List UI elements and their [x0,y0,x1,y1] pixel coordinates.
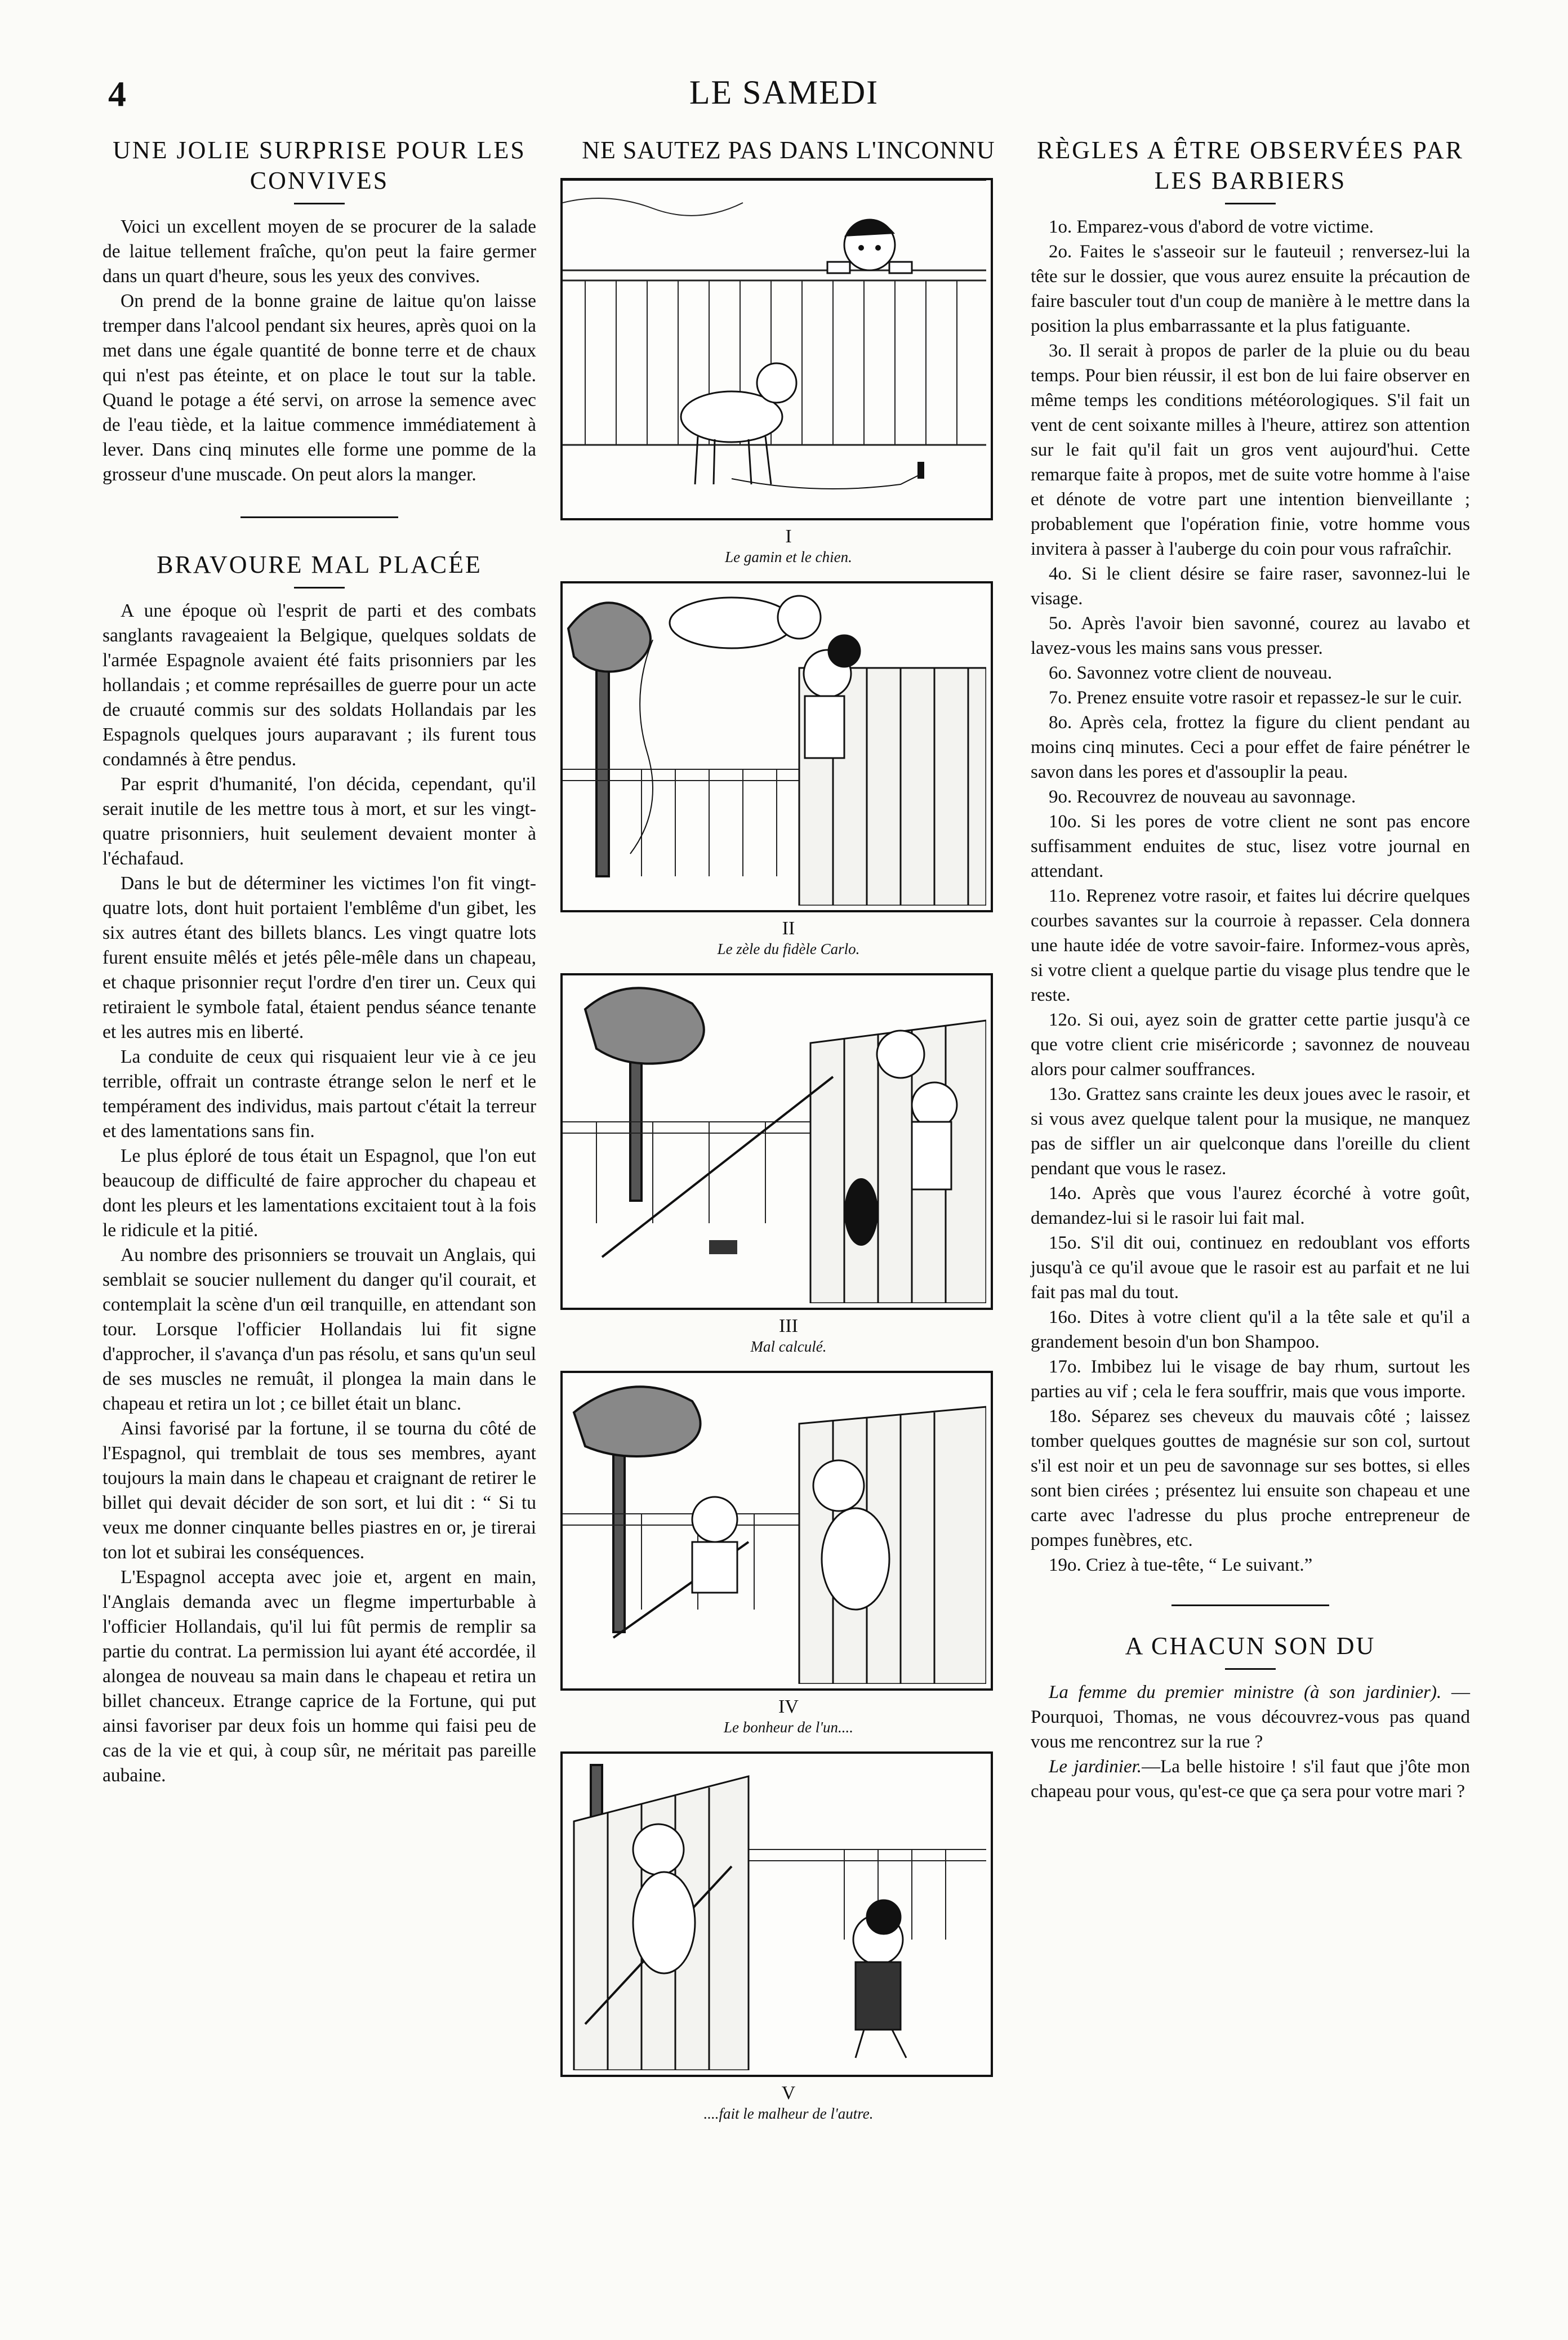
comic-title: NE SAUTEZ PAS DANS L'INCONNU [582,136,995,164]
paragraph: Voici un excellent moyen de se procurer de la salade de laitue tellement fraîche, qu'on peut la faire germer dans un quart d'heure, sous les yeux des convives. [103,216,536,287]
dog-jumping-icon [670,596,821,648]
paragraph: Ainsi favorisé par la fortune, il se tourna du côté de l'Espagnol, qui tremblait de tous ses membres, ayant toujours la main dans le chapeau et craignant de retirer le billet qui devait décider de son sort, et lui dit : “ Si tu veux me donner cinquante belles piastres en or, je tirerai ton lot et subirai les conséquences. [103,1418,536,1563]
rule-item: 15o. S'il dit oui, continuez en redoublant vos efforts jusqu'à ce qu'il avoue que le rasoir est au parfait et ne lui fait pas mal du tout. [1031,1233,1470,1303]
article-title-chacun: A CHACUN SON DU [1125,1632,1376,1660]
rule-item: 12o. Si oui, ayez soin de gratter cette partie jusqu'à ce que votre client crie miséricorde ; savonnez de nouveau alors pour calmer souffrances. [1031,1010,1470,1080]
rule-item: 3o. Il serait à propos de parler de la pluie ou du beau temps. Pour bien réussir, il est bon de lui faire observer en même temps les conditions météorologiques. S'il fait un vent de cent soixante milles à l'heure, attirez son attention sur le fait qu'il fait un gros vent aujourd'hui. Cette remarque faite à propos, met de suite votre homme à l'aise et dénote de votre part une intention bienveillante ; probablement que l'opération finie, votre homme vous invitera à passer à l'auberge du coin pour vous rafraîchir. [1031,341,1470,559]
paragraph: Le plus éploré de tous était un Espagnol, que l'on eut beaucoup de difficulté de faire approcher du chapeau et dont les pleurs et les lamentations excitaient tout à la fois le ridicule et la pitié. [103,1146,536,1241]
divider [294,203,345,204]
rule-item: 17o. Imbibez lui le visage de bay rhum, surtout les parties au vif ; cela le fera souffrir, mais que vous importe. [1031,1357,1470,1402]
rule-item: 13o. Grattez sans crainte les deux joues avec le rasoir, et si vous avez quelque talent pour la musique, ne manquez pas de siffler un air quelconque dans l'oreille du client pendant que vous le rasez. [1031,1084,1470,1179]
dog-small-icon [844,1178,878,1246]
boy-laughing-icon [853,1900,906,2058]
comic-panel-5 [560,1751,993,2077]
divider [1225,1668,1276,1670]
panel-2-caption: Le zèle du fidèle Carlo. [717,941,860,957]
rule-item: 7o. Prenez ensuite votre rasoir et repassez-le sur le cuir. [1049,688,1462,708]
page-number: 4 [108,74,126,114]
panel-1-caption: Le gamin et le chien. [725,549,852,565]
dialog-line-2 [1031,1754,1470,1804]
dialog-block [1031,1680,1470,1804]
speech-wife: — Pourquoi, Thomas, ne vous découvrez-vous pas quand vous me rencontrez sur la rue ? [1031,1682,1471,1752]
boy-head-icon [827,219,912,273]
rule-item: 10o. Si les pores de votre client ne sont pas encore suffisamment enduites de stuc, lisez votre journal en attendant. [1031,812,1470,881]
divider [1225,203,1276,204]
comic-panel-2 [560,581,993,912]
panel-3-illustration [563,975,986,1303]
tree-icon [568,603,651,876]
rule-item: 18o. Séparez ses cheveux du mauvais côté ; laissez tomber quelques gouttes de magnésie sur son col, surtout s'il est noir et un peu de savonnage sur ses bottes, si elles sont bien cirées ; présentez lui ensuite son chapeau et une carte avec l'adresse du plus proche entrepreneur de pompes funèbres, etc. [1031,1406,1470,1550]
speaker-wife: La femme du premier ministre (à son jardinier). [1049,1682,1442,1702]
article-title-barbiers: RÈGLES A ÊTRE OBSERVÉES PAR LES BARBIERS [1037,136,1464,194]
tree-icon [585,988,704,1201]
paragraph: A une époque où l'esprit de parti et des combats sanglants ravageaient la Belgique, quelques soldats de l'armée Espagnole avaient été faits prisonniers par les hollandais ; et comme représailles de guerre pour un acte de cruauté commis sur des soldats Hollandais par les Espagnols quelques jours auparavant ; ils furent tous condamnés à être pendus. [103,600,536,770]
rule-item: 4o. Si le client désire se faire raser, savonnez-lui le visage. [1031,564,1470,609]
comic-panel-4 [560,1371,993,1691]
rule-item: 6o. Savonnez votre client de nouveau. [1049,663,1333,683]
rule-item: 1o. Emparez-vous d'abord de votre victime. [1049,217,1374,237]
rule-item: 19o. Criez à tue-tête, “ Le suivant.” [1049,1555,1313,1575]
panel-3-caption: Mal calculé. [750,1338,827,1355]
paragraph: Au nombre des prisonniers se trouvait un Anglais, qui semblait se soucier nullement du danger qu'il courait, et contemplait la scène d'un œil tranquille, en attendant son tour. Lorsque l'officier Hollandais lui fit signe d'approcher, il s'avança d'un pas résolu, et sans qu'un seul de ses muscles ne remuât, il plongea la main dans le chapeau et retira un lot ; ce billet était un blanc. [103,1245,536,1414]
rule-item: 8o. Après cela, frottez la figure du client pendant au moins cinq minutes. Ceci a pour effet de faire pénétrer le savon dans les pores et d'assouplir la peau. [1031,712,1470,782]
panel-2-illustration [563,583,986,906]
column-right [1031,135,1470,1804]
paragraph: Par esprit d'humanité, l'on décida, cependant, qu'il serait inutile de les mettre tous à mort, et sur les vingt-quatre prisonniers, huit seulement devaient monter à l'échafaud. [103,774,536,869]
rule-item: 9o. Recouvrez de nouveau au savonnage. [1049,787,1356,807]
section-divider [1171,1604,1329,1606]
rule-item: 5o. Après l'avoir bien savonné, courez au lavabo et lavez-vous les mains sans vous presser. [1031,613,1470,658]
rule-item: 2o. Faites le s'asseoir sur le fauteuil ; renversez-lui la tête sur le dossier, que vous aurez ensuite la précaution de faire basculer tout d'un coup de manière à le mettre dans la position la plus embarrassante et la plus fatiguante. [1031,242,1470,336]
paragraph: Dans le but de déterminer les victimes l'on fit vingt-quatre lots, dont huit portaient l'emblême d'un gibet, les six autres étant des billets blancs. Les vingt quatre lots furent ensuite mêlés et jetés pêle-mêle dans un chapeau, et chaque prisonnier reçut l'ordre d'en tirer un. Ceux qui retiraient le symbole fatal, étaient pendus séance tenante et les autres mis en liberté. [103,873,536,1042]
panel-5-illustration [563,1754,986,2070]
speech-gardener: —La belle histoire ! s'il faut que j'ôte mon chapeau pour vous, qu'est-ce que ça sera pour votre mari ? [1031,1757,1470,1802]
panel-4-number: IV [778,1696,799,1717]
dog-icon [681,363,796,484]
paragraph: L'Espagnol accepta avec joie et, argent en main, l'Anglais demanda avec un flegme imperturbable à l'officier Hollandais, qu'il lui fût permis de remplir sa partie du contrat. La permission lui ayant été accordée, il alongea de nouveau sa main dans le chapeau et retira un billet chanceux. Etrange caprice de la Fortune, qui put ainsi favoriser par deux fois un homme qui faisi peu de cas de la vie et qui, à coup sûr, ne méritait pas pareille aubaine. [103,1567,536,1786]
article-title-surprise: UNE JOLIE SURPRISE POUR LES CONVIVES [113,136,526,194]
tree-icon [574,1387,701,1632]
panel-2-number: II [782,918,795,939]
panel-5-caption: ....fait le malheur de l'autre. [703,2105,874,2122]
paragraph: On prend de la bonne graine de laitue qu'on laisse tremper dans l'alcool pendant six heures, après quoi on la met dans une égale quantité de bonne terre et de chaux qui n'est pas éteinte, et on place le tout sur la table. Quand le potage a été servi, on arrose la semence avec de l'eau tiède, et la laitue commence immédiatement à lever. Dans cinq minutes elle forme une pomme de la grosseur d'une muscade. On peut alors la manger. [103,291,536,485]
section-divider [240,516,398,518]
comic-panel-1 [560,178,993,520]
article-title-bravoure: BRAVOURE MAL PLACÉE [157,551,482,578]
panel-1-number: I [785,526,792,547]
rule-item: 16o. Dites à votre client qu'il a la tête sale et qu'il a grandement besoin d'un bon Shampoo. [1031,1307,1470,1352]
dialog-line-1 [1031,1680,1470,1754]
column-left [103,135,536,1788]
panel-4-illustration [563,1373,986,1684]
panel-1-illustration [563,180,986,514]
rule-item: 14o. Après que vous l'aurez écorché à votre goût, demandez-lui si le rasoir lui fait mal. [1031,1183,1470,1228]
boy-sitting-icon [692,1497,737,1593]
speaker-gardener: Le jardinier. [1049,1757,1142,1777]
masthead-title: LE SAMEDI [689,74,879,111]
rule-item: 11o. Reprenez votre rasoir, et faites lui décrire quelques courbes savantes sur la courroie à repasser. Cela donnera une haute idée de votre savoir-faire. Informez-vous après, si votre client a quelque partie du visage plus tendre que le reste. [1031,886,1470,1005]
divider [294,587,345,589]
paragraph: La conduite de ceux qui risquaient leur vie à ce jeu terrible, offrait un contraste étrange selon le nerf et le tempérament des individus, mais partout c'était la terreur et des lamentations sans fin. [103,1046,536,1142]
column-comic [541,135,1036,2138]
panel-5-number: V [781,2083,796,2103]
panel-3-number: III [779,1316,798,1336]
page-header [0,73,1568,130]
panel-4-caption: Le bonheur de l'un.... [723,1719,853,1736]
comic-panel-3 [560,973,993,1310]
